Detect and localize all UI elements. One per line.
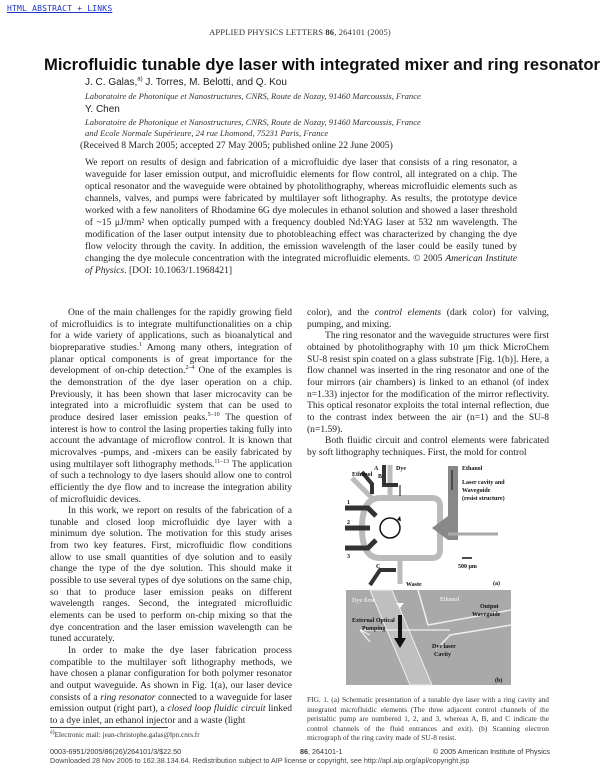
- emphasis: control elements: [374, 307, 442, 318]
- emphasis: closed loop fluidic circuit: [167, 703, 266, 715]
- citation: 11–13: [214, 458, 230, 465]
- footer-copyright: © 2005 American Institute of Physics: [432, 747, 550, 756]
- label-cavity-3: (resist structure): [462, 496, 505, 502]
- footnote-divider: [50, 727, 168, 728]
- label-cavity-2: Waveguide: [462, 488, 491, 494]
- right-column: [307, 307, 549, 459]
- text: linked to a dye inlet, an ethanol injector and a waste (light: [50, 703, 293, 726]
- abstract-copyright: American Institute of Physics: [85, 253, 517, 276]
- paragraph-fabrication: Both fluidic circuit and control elements were fabricated by soft lithography techniques. First, the mold for control: [307, 435, 549, 458]
- label-pump-2: Pumping: [362, 626, 386, 632]
- authors-line-1: [85, 77, 287, 88]
- ring-channel: [362, 498, 440, 558]
- label-ethanol-right: Ethanol: [462, 466, 483, 472]
- label-cavity-1: Laser cavity and: [462, 480, 505, 486]
- resist-structure: [448, 466, 458, 540]
- citation: 5–10: [207, 411, 220, 418]
- label-c: C: [376, 564, 381, 570]
- journal-name: APPLIED PHYSICS LETTERS: [209, 27, 324, 37]
- paper-title: Microfluidic tunable dye laser with integrated mixer and ring resonator: [44, 55, 600, 74]
- text: In order to make the dye laser fabrication process compatible to the multilayer soft lithography methods, we have chosen a planar configuration for both polymer resonator and output waveguide. As shown in Fig. 1(a), our laser device consists of a: [50, 645, 292, 703]
- footer-page: [300, 747, 342, 756]
- label-1: 1: [347, 500, 350, 506]
- figure-1b-micrograph: [346, 590, 511, 685]
- citation: 1: [139, 341, 143, 348]
- html-abstract-links[interactable]: HTML ABSTRACT + LINKS: [7, 4, 113, 13]
- paragraph-2: In this work, we report on results of the fabrication of a tunable and closed loop microfluidic dye layer with a minimum dye solution. The motivation for this study arises from two key features. First, microfluidic flow conditions allow to use small quantities of dye solution and to easily change the type of the dye solution. This should make it possible to use several types of dye solutions on the same chip, so that to produce laser emission peaks on different wavelength ranges. Second, the integrated microfluidic elements can be used to perform on-chip mixing so that the dye concentration and the laser emission wavelength can be tuned accurately.: [50, 505, 292, 645]
- affiliation-2a: Laboratoire de Photonique et Nanostructures, CNRS, Route de Nozay, 91460 Marcoussis, France: [85, 117, 421, 127]
- abstract: [85, 157, 517, 277]
- text: color), and the: [307, 307, 375, 318]
- author-names: J. C. Galas,: [85, 77, 138, 88]
- label-dye-cavity-1: Dye laser: [432, 644, 456, 650]
- figure-caption: FIG. 1. (a) Schematic presentation of a tunable dye laser with a ring cavity and integrated microfluidic elements (The three adjacent control channels of the peristaltic pump are numbered 1, 2, and 3, whereas A, B, and C indicate the control channels of the fluid entrances and exit). (b) Scanning electron micrograph of the ring cavity made of SU-8 resist.: [307, 695, 549, 743]
- text: Among many others, integration of planar optical components is of great importance for the development of on-chip detection.: [50, 341, 292, 377]
- figure-1: [340, 460, 520, 690]
- text: connected to a waveguide for laser emission output (right part), a: [50, 691, 293, 715]
- abstract-doi: . [DOI: 10.1063/1.1968421]: [124, 265, 233, 276]
- authors-line-2: Y. Chen: [85, 104, 120, 115]
- left-column: [50, 307, 292, 727]
- label-ethanol: Ethanol: [440, 596, 460, 603]
- label-pump-1: External Optical: [352, 618, 395, 624]
- journal-volume: 86: [325, 27, 335, 37]
- footnote-marker: a): [50, 729, 55, 736]
- journal-article: 264101 (2005): [338, 27, 391, 37]
- label-dye-flow: Dye flow: [352, 597, 376, 604]
- received-dates: (Received 8 March 2005; accepted 27 May 2005; published online 22 June 2005): [80, 140, 393, 151]
- text: The application of such a technology to dye lasers should allow one to control efficiently the dye flow and to increase the integration ability of microfluidic devices.: [50, 458, 292, 505]
- affiliation-2b: and Ecole Normale Supérieure, 24 rue Lhomond, 75231 Paris, France: [85, 127, 329, 138]
- figure-1a-schematic: [345, 465, 505, 588]
- label-waste: Waste: [406, 582, 422, 588]
- label-dye: Dye: [396, 466, 406, 472]
- paragraph-1: [50, 307, 292, 505]
- panel-label-a: (a): [493, 581, 500, 587]
- footnote-marker: a): [137, 76, 143, 83]
- text: One of the examples is the demonstration of the dye laser operation on a chip. Previously, it has been shown that laser microcavity can be integrated into a microfluidic system that can be used to produce desired laser emission peaks.: [50, 365, 293, 423]
- label-b: B: [378, 474, 383, 480]
- footer-page-number: , 264101-1: [308, 747, 343, 756]
- label-a: A: [374, 466, 379, 472]
- label-3: 3: [347, 554, 350, 560]
- emphasis: ring resonator: [100, 691, 156, 703]
- download-notice: Downloaded 28 Nov 2005 to 162.38.134.64. Redistribution subject to AIP license or copyright, see http://apl.aip.org/apl/copyright.jsp: [50, 756, 470, 765]
- footnote: [50, 731, 200, 739]
- paragraph-continued: [307, 307, 549, 330]
- label-output-1: Output: [480, 604, 499, 610]
- label-ethanol-left: Ethanol: [352, 472, 373, 478]
- author-names-rest: J. Torres, M. Belotti, and Q. Kou: [142, 77, 287, 88]
- label-dye-cavity-2: Cavity: [434, 652, 451, 658]
- footnote-text: Electronic mail: jean-christophe.galas@lpn.cnrs.fr: [54, 731, 200, 739]
- citation: 2–4: [185, 365, 195, 372]
- footer-code: 0003-6951/2005/86(26)/264101/3/$22.50: [50, 747, 182, 756]
- circulation-arrow-icon: [380, 518, 400, 538]
- paragraph-3: [50, 645, 292, 727]
- text: (dark color) for valving, pumping, and mixing.: [307, 307, 550, 330]
- label-2: 2: [347, 520, 350, 526]
- abstract-text: We report on results of design and fabrication of a microfluidic dye laser that consists of a ring resonator, a waveguide for laser emission output, and microfluidic elements for flow control, all integrated on a chip. The optical resonator and the waveguide were obtained by photolithography, whereas microfluidic elements such as channels, valves, and pumps were fabricated by multilayer soft lithography. As results, the prototype device worked with a few nanoliters of Rhodamine 6G dye molecules in ethanol solution and showed a laser threshold of ~15 μJ/mm² when optically pumped with a frequency doubled Nd:YAG laser at 532 nm wavelength. The modification of the laser output intensity due to photobleaching effect was characterized by changing the dye flow velocity through the cavity. In addition, the emission wavelength of the laser could be easily tuned by changing the dye molecule concentration with the integrated microfluidic elements. © 2005: [85, 157, 517, 264]
- journal-header: APPLIED PHYSICS LETTERS 86, 264101 (2005): [209, 27, 391, 37]
- text: The question of interest is how to control the lasing properties taking fully into account the advantage of microflow control. It is known that microvalves -pumps, and -mixers can be easily fabricated by using multilayer soft lithography methods.: [50, 411, 292, 470]
- affiliation-1: Laboratoire de Photonique et Nanostructures, CNRS, Route de Nozay, 91460 Marcoussis, France: [85, 91, 421, 101]
- paragraph-ring-resonator: The ring resonator and the waveguide structures were first obtained by photolithography with 10 μm thick MicroChem SU-8 resist spin coated on a glass substrate [Fig. 1(b)]. Here, a flow channel was inserted in the ring resonator and one of the four mirrors (air chambers) is linked to an ethanol (of index n=1.33) injector for the modification of the mirror reflectivity. This optical resonator exploits the total internal reflection, due to the contrast index between the air (n=1) and the SU-8 (n=1.59).: [307, 330, 549, 435]
- footer-volume: 86: [300, 747, 308, 756]
- label-output-2: Waveguide: [472, 612, 501, 618]
- panel-label-b: (b): [495, 678, 503, 684]
- label-scale: 500 μm: [458, 564, 477, 570]
- text: One of the main challenges for the rapidly growing field of microfluidics is to integrate multifunctionalities on a chip for a wide variety of applications, such as bioanalytical and biopreparative studies.: [50, 307, 292, 353]
